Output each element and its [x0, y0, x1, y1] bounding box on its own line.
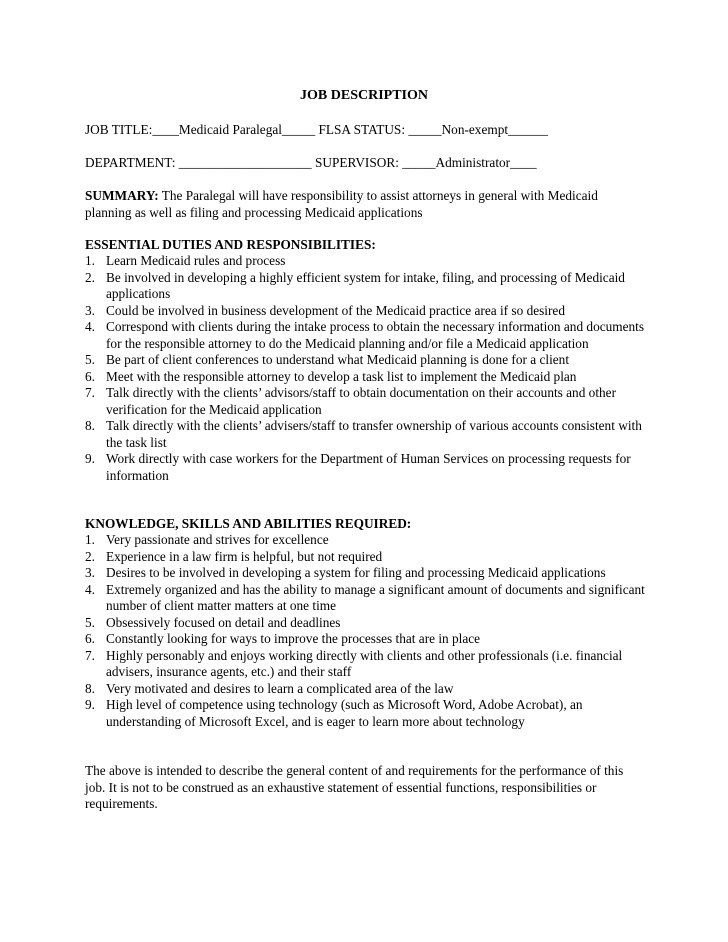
list-item-text: Very motivated and desires to learn a complicated area of the law [106, 680, 454, 696]
list-item [85, 319, 645, 352]
department-line: DEPARTMENT: ____________________ SUPERVISOR: _____Administrator____ [85, 155, 537, 170]
list-item-text: Obsessively focused on detail and deadlines [106, 614, 341, 630]
list-item [85, 270, 645, 303]
list-item [85, 615, 645, 632]
list-item-number: 1. [85, 532, 95, 547]
list-item-number: 1. [85, 253, 95, 268]
knowledge-heading: KNOWLEDGE, SKILLS AND ABILITIES REQUIRED: [85, 516, 412, 531]
list-item [85, 648, 645, 681]
list-item-number: 7. [85, 647, 95, 663]
list-item-text: Learn Medicaid rules and process [106, 253, 286, 268]
list-item-text: Talk directly with the clients’ advisers/staff to transfer ownership of various accounts consistent with the task list [106, 418, 642, 450]
list-item [85, 253, 645, 270]
list-item [85, 582, 645, 615]
list-item [85, 532, 645, 549]
list-item [85, 418, 645, 451]
list-item-text: Work directly with case workers for the Department of Human Services on processing requests for information [106, 451, 631, 483]
job-title-line: JOB TITLE:____Medicaid Paralegal_____ FLSA STATUS: _____Non-exempt______ [85, 122, 548, 137]
list-item-text: Be part of client conferences to understand what Medicaid planning is done for a client [106, 352, 570, 367]
list-item [85, 697, 645, 730]
list-item-number: 8. [85, 418, 95, 433]
list-item [85, 352, 645, 369]
list-item-text: High level of competence using technology (such as Microsoft Word, Adobe Acrobat), an understanding of Microsoft Excel, and is eager to learn more about technology [106, 697, 583, 729]
list-item-text: Extremely organized and has the ability to manage a significant amount of documents and significant number of client matter matters at one time [106, 581, 645, 613]
list-item-number: 9. [85, 697, 95, 712]
list-item-text: Very passionate and strives for excellence [106, 532, 329, 547]
list-item [85, 385, 645, 418]
summary-label: SUMMARY: [85, 188, 159, 203]
list-item-number: 6. [85, 631, 95, 646]
duties-heading: ESSENTIAL DUTIES AND RESPONSIBILITIES: [85, 237, 376, 252]
list-item [85, 369, 645, 386]
knowledge-list [85, 532, 645, 730]
list-item-number: 3. [85, 565, 95, 580]
list-item-text: Highly personably and enjoys working directly with clients and other professionals (i.e. financial advisers, insurance agents, etc.) and their staff [106, 647, 623, 679]
list-item [85, 631, 645, 648]
document-title-text: JOB DESCRIPTION [300, 88, 428, 103]
summary-paragraph [85, 188, 645, 221]
list-item-text: Desires to be involved in developing a system for filing and processing Medicaid applications [106, 565, 606, 580]
list-item-text: Constantly looking for ways to improve the processes that are in place [106, 631, 481, 646]
list-item-number: 6. [85, 368, 95, 384]
list-item-number: 2. [85, 548, 95, 564]
list-item [85, 565, 645, 582]
list-item [85, 549, 645, 566]
list-item [85, 451, 645, 484]
list-item-text: Talk directly with the clients’ advisors/staff to obtain documentation on their accounts and other verification for the Medicaid application [106, 385, 617, 417]
document-title [0, 88, 728, 105]
list-item-text: Be involved in developing a highly efficient system for intake, filing, and processing of Medicaid applications [106, 269, 625, 301]
list-item-number: 3. [85, 302, 95, 318]
list-item-text: Experience in a law firm is helpful, but not required [106, 548, 383, 564]
closing-paragraph: The above is intended to describe the general content of and requirements for the performance of this job. It is not to be construed as an exhaustive statement of essential functions, responsibilities or requirements. [85, 763, 624, 811]
list-item-text: Meet with the responsible attorney to develop a task list to implement the Medicaid plan [106, 368, 577, 384]
list-item [85, 303, 645, 320]
summary-text: The Paralegal will have responsibility to assist attorneys in general with Medicaid planning as well as filing and processing Medicaid applications [85, 188, 598, 220]
list-item-text: Correspond with clients during the intake process to obtain the necessary information and documents for the responsible attorney to do the Medicaid planning and/or file a Medicaid application [106, 319, 645, 351]
list-item-number: 4. [85, 319, 95, 334]
list-item-number: 7. [85, 385, 95, 400]
list-item [85, 681, 645, 698]
list-item-number: 4. [85, 581, 95, 597]
list-item-number: 9. [85, 451, 95, 466]
list-item-number: 8. [85, 680, 95, 696]
duties-list [85, 253, 645, 484]
list-item-number: 2. [85, 269, 95, 285]
list-item-text: Could be involved in business development of the Medicaid practice area if so desired [106, 302, 565, 318]
list-item-number: 5. [85, 352, 95, 367]
list-item-number: 5. [85, 614, 95, 630]
